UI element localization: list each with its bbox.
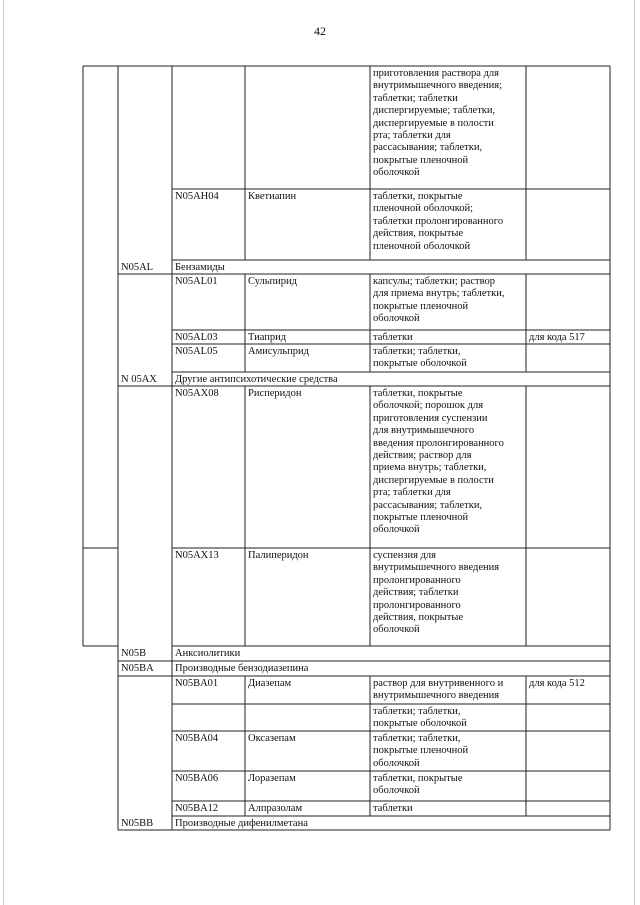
scan-edge-left xyxy=(3,0,4,905)
drug-name-cell: Палиперидон xyxy=(248,550,309,561)
note-cell xyxy=(529,733,608,770)
atc-code-cell xyxy=(175,706,243,730)
drug-name-cell: Тиаприд xyxy=(248,332,287,343)
dosage-form-cell: таблетки, покрытые оболочкой; порошок для приготовления суспензии для внутримышечного введения пролонгированного действия; раствор для приема внутрь; таблетки, диспергируемые в полости рта; таблетки для рассасывания; таблетки, покрытые пленочной оболочкой xyxy=(373,388,504,536)
atc-code-cell: N05BA04 xyxy=(175,733,219,744)
note-cell xyxy=(529,550,608,645)
group-code-cell: N05B xyxy=(121,648,147,659)
drug-name-cell: Алпразолам xyxy=(248,803,303,814)
note-cell xyxy=(529,276,608,329)
drug-name-cell: Кветиапин xyxy=(248,191,297,202)
note-cell xyxy=(529,388,608,547)
group-name-cell: Анксиолитики xyxy=(175,648,241,659)
drug-name-cell xyxy=(248,706,368,730)
drug-name-cell: Рисперидон xyxy=(248,388,302,399)
dosage-form-cell: таблетки xyxy=(373,803,413,814)
dosage-form-cell: таблетки, покрытые пленочной оболочкой; таблетки пролонгированного действия, покрытые пленочной оболочкой xyxy=(373,191,504,252)
atc-code-cell xyxy=(175,68,243,188)
note-cell xyxy=(529,706,608,730)
group-code-cell: N05BB xyxy=(121,818,154,829)
atc-code-cell: N05AL03 xyxy=(175,332,218,343)
dosage-form-cell: суспензия для внутримышечного введения пролонгированного действия; таблетки пролонгированного действия, покрытые оболочкой xyxy=(373,550,500,636)
atc-code-cell: N05AX13 xyxy=(175,550,219,561)
atc-code-cell: N05AL05 xyxy=(175,346,218,357)
group-name-cell: Производные бензодиазепина xyxy=(175,663,309,674)
scan-edge-right xyxy=(634,0,635,905)
group-code-cell: N 05AX xyxy=(121,374,157,385)
dosage-form-cell: таблетки; таблетки, покрытые оболочкой xyxy=(373,346,467,370)
drug-name-cell: Диазепам xyxy=(248,678,292,689)
group-name-cell: Другие антипсихотические средства xyxy=(175,374,338,385)
note-cell: для кода 512 xyxy=(529,678,585,689)
group-code-cell: N05BA xyxy=(121,663,154,674)
note-cell xyxy=(529,803,608,815)
dosage-form-cell: капсулы; таблетки; раствор для приема внутрь; таблетки, покрытые пленочной оболочкой xyxy=(373,276,505,325)
atc-code-cell: N05AL01 xyxy=(175,276,218,287)
note-cell xyxy=(529,346,608,371)
note-cell xyxy=(529,191,608,259)
drug-name-cell xyxy=(248,68,368,188)
group-name-cell: Бензамиды xyxy=(175,262,225,273)
dosage-form-cell: приготовления раствора для внутримышечного введения; таблетки; таблетки диспергируемые; таблетки, диспергируемые в полости рта; таблетки для рассасывания; таблетки, покрытые пленочной оболочкой xyxy=(373,68,503,179)
atc-code-cell: N05BA06 xyxy=(175,773,219,784)
drug-name-cell: Лоразепам xyxy=(248,773,296,784)
drug-name-cell: Оксазепам xyxy=(248,733,296,744)
note-cell: для кода 517 xyxy=(529,332,585,343)
dosage-form-cell: таблетки; таблетки, покрытые пленочной оболочкой xyxy=(373,733,469,769)
note-cell xyxy=(529,773,608,800)
group-name-cell: Производные дифенилметана xyxy=(175,818,308,829)
drug-name-cell: Амисульприд xyxy=(248,346,310,357)
dosage-form-cell: раствор для внутривенного и внутримышечного введения xyxy=(373,678,504,702)
atc-code-cell: N05BA12 xyxy=(175,803,219,814)
group-code-cell: N05AL xyxy=(121,262,154,273)
atc-code-cell: N05AH04 xyxy=(175,191,219,202)
atc-code-cell: N05AX08 xyxy=(175,388,219,399)
page-number: 42 xyxy=(314,24,326,38)
note-cell xyxy=(529,68,608,188)
dosage-form-cell: таблетки xyxy=(373,332,413,343)
dosage-form-cell: таблетки; таблетки, покрытые оболочкой xyxy=(373,706,467,730)
dosage-form-cell: таблетки, покрытые оболочкой xyxy=(373,773,463,797)
atc-code-cell: N05BA01 xyxy=(175,678,219,689)
drug-name-cell: Сульпирид xyxy=(248,276,298,287)
